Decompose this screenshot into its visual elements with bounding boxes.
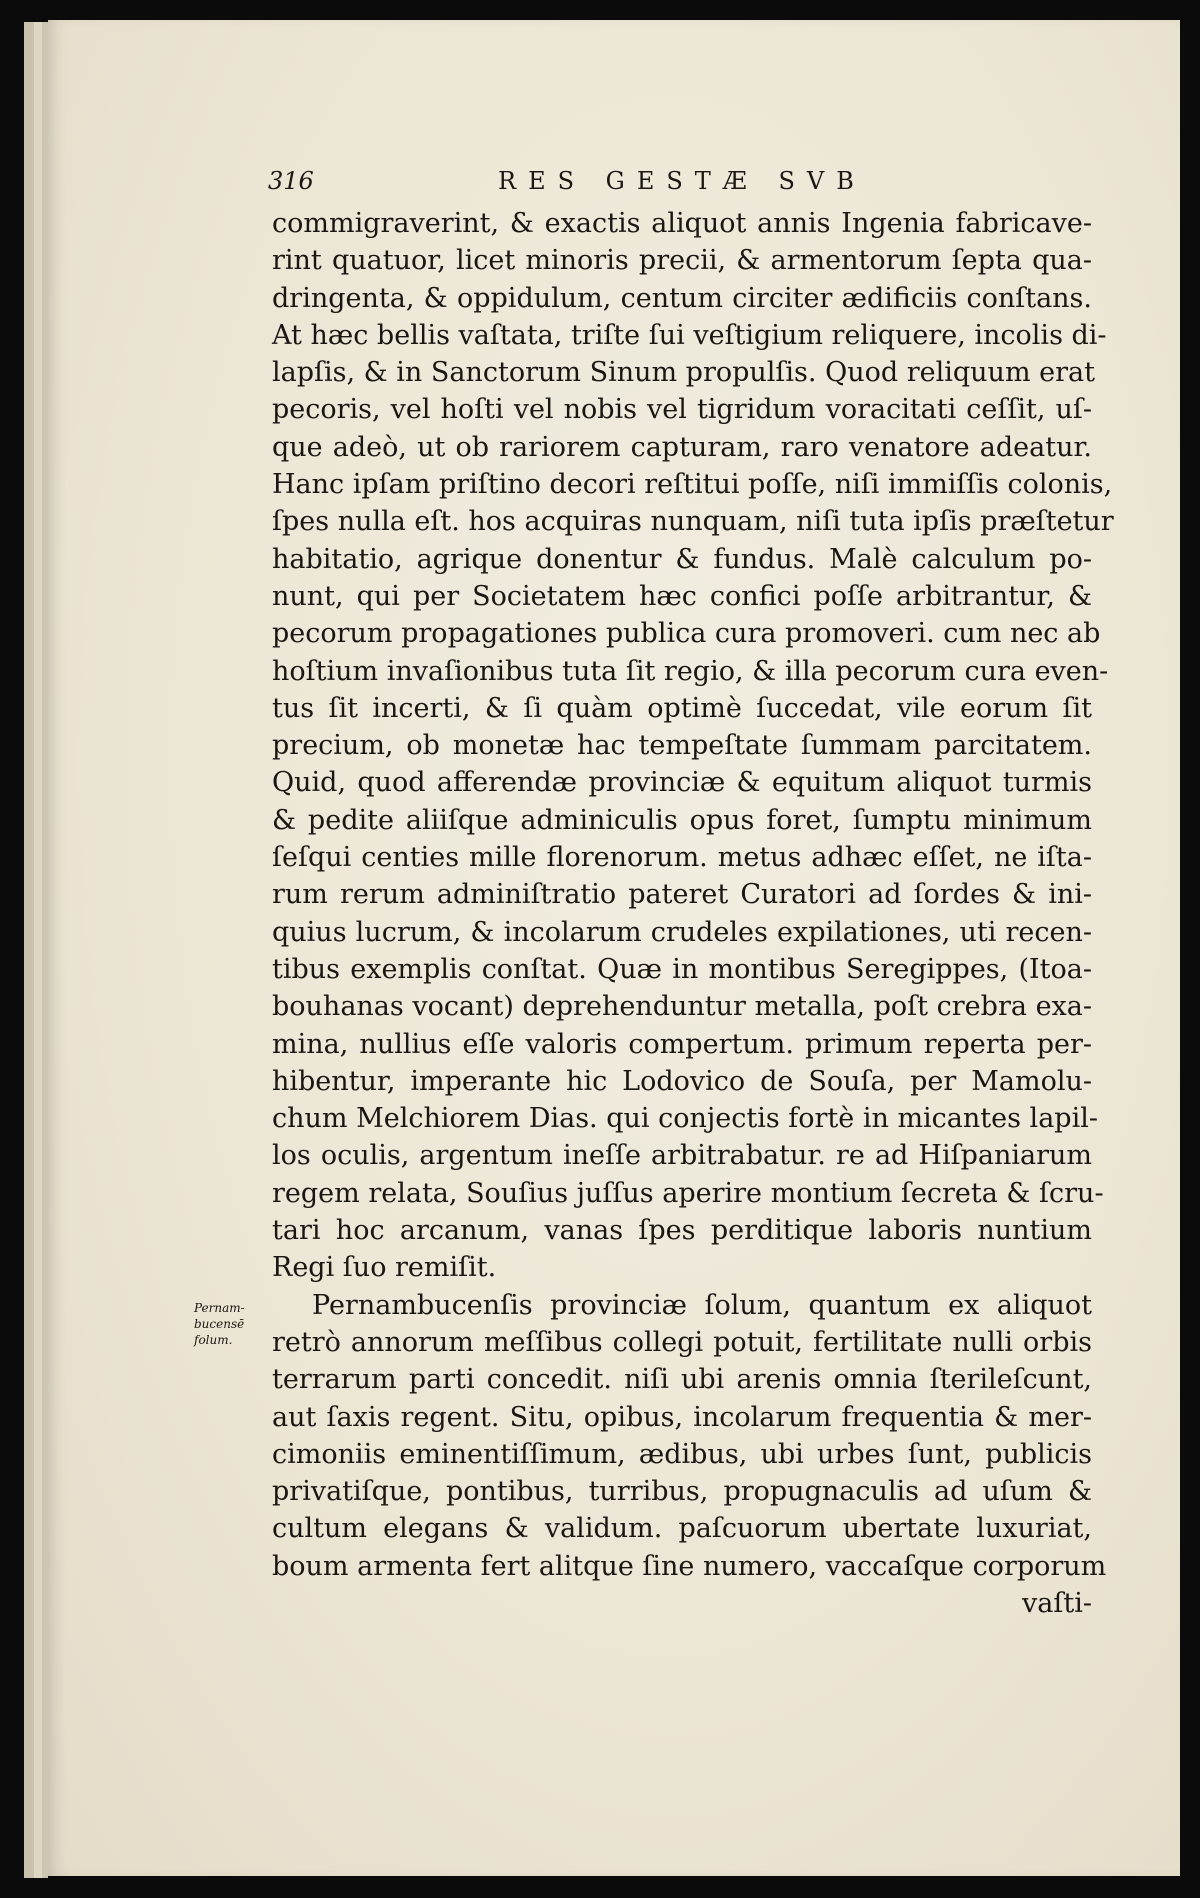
text-line: mina, nullius eſſe valoris compertum. primum reperta per- bbox=[272, 1028, 1092, 1060]
text-line: cultum elegans & validum. paſcuorum ubertate luxuriat, bbox=[272, 1513, 1092, 1545]
marginal-note-line: folum. bbox=[194, 1333, 233, 1347]
text-line: chum Melchiorem Dias. qui conjectis fortè in micantes lapil- bbox=[272, 1103, 1098, 1135]
text-line: cimoniis eminentiſſimum, ædibus, ubi urbes ſunt, publicis bbox=[272, 1438, 1092, 1470]
catchword: vaſti- bbox=[1022, 1587, 1092, 1619]
text-line: retrò annorum meſſibus collegi potuit, fertilitate nulli orbis bbox=[272, 1326, 1092, 1358]
marginal-note-line: bucensē bbox=[194, 1317, 245, 1331]
text-line: Regi ſuo remiſit. bbox=[272, 1252, 497, 1284]
text-line: pecoris, vel hoſti vel nobis vel tigridum voracitati ceſſit, uſ- bbox=[272, 394, 1092, 426]
text-line: habitatio, agrique donentur & fundus. Malè calculum po- bbox=[272, 543, 1092, 575]
text-line: terrarum parti concedit. niſi ubi arenis omnia ſterileſcunt, bbox=[272, 1364, 1092, 1396]
text-line: hoſtium invaſionibus tuta ſit regio, & illa pecorum cura even- bbox=[272, 655, 1109, 687]
text-line: commigraverint, & exactis aliquot annis Ingenia fabricave- bbox=[272, 208, 1092, 239]
text-line: rint quatuor, licet minoris precii, & armentorum ſepta qua- bbox=[272, 245, 1092, 277]
text-line: pecorum propagationes publica cura promoveri. cum nec ab bbox=[272, 618, 1101, 650]
text-line: bouhanas vocant) deprehenduntur metalla, poſt crebra exa- bbox=[272, 991, 1092, 1023]
marginal-note-line: Pernam- bbox=[194, 1301, 245, 1315]
text-line: los oculis, argentum ineſſe arbitrabatur. re ad Hiſpaniarum bbox=[272, 1140, 1092, 1172]
text-line: aut ſaxis regent. Situ, opibus, incolarum frequentia & mer- bbox=[272, 1401, 1092, 1433]
text-line: dringenta, & oppidulum, centum circiter ædificiis conſtans. bbox=[272, 282, 1092, 314]
text-line: rum rerum adminiſtratio pateret Curatori ad ſordes & ini- bbox=[272, 879, 1092, 911]
running-head bbox=[268, 167, 1008, 207]
text-line: Quid, quod afferendæ provinciæ & equitum aliquot turmis bbox=[272, 767, 1092, 799]
text-line: tus ſit incerti, & ſi quàm optimè ſuccedat, vile eorum ſit bbox=[272, 692, 1092, 724]
text-line: nunt, qui per Societatem hæc confici poſſe arbitrantur, & bbox=[272, 580, 1092, 612]
text-line: boum armenta fert alitque ſine numero, vaccaſque corporum bbox=[272, 1550, 1107, 1582]
text-line: Pernambucenſis provinciæ ſolum, quantum ex aliquot bbox=[312, 1289, 1092, 1321]
text-line: quius lucrum, & incolarum crudeles expilationes, uti recen- bbox=[272, 916, 1092, 948]
text-line: At hæc bellis vaſtata, triſte ſui veſtigium reliquere, incolis di- bbox=[272, 319, 1107, 351]
text-line: Hanc ipſam priſtino decori reſtitui poſſe, niſi immiſſis colonis, bbox=[272, 469, 1113, 501]
text-line: regem relata, Souſius juſſus aperire montium ſecreta & ſcru- bbox=[272, 1177, 1104, 1209]
marginal-note bbox=[194, 1300, 264, 1348]
text-line: & pedite aliiſque adminiculis opus foret, ſumptu minimum bbox=[272, 804, 1092, 836]
text-line: ſpes nulla eſt. hos acquiras nunquam, niſi tuta ipſis præſtetur bbox=[272, 506, 1114, 538]
page-edge bbox=[34, 22, 42, 1878]
text-line: que adeò, ut ob rariorem capturam, raro venatore adeatur. bbox=[272, 431, 1092, 463]
page-number: 316 bbox=[268, 167, 314, 195]
text-line: precium, ob monetæ hac tempeſtate ſummam parcitatem. bbox=[272, 730, 1092, 762]
page-edge bbox=[24, 22, 34, 1878]
text-line: privatiſque, pontibus, turribus, propugnaculis ad uſum & bbox=[272, 1476, 1092, 1508]
text-line: hibentur, imperante hic Lodovico de Souſa, per Mamolu- bbox=[272, 1065, 1092, 1097]
text-line: lapſis, & in Sanctorum Sinum propulſis. Quod reliquum erat bbox=[272, 357, 1095, 389]
text-line: tari hoc arcanum, vanas ſpes perditique laboris nuntium bbox=[272, 1215, 1092, 1247]
running-title: RES GESTÆ SVB bbox=[498, 167, 866, 195]
body-text bbox=[272, 205, 1114, 1622]
text-line: tibus exemplis conſtat. Quæ in montibus Seregippes, (Itoa- bbox=[272, 953, 1092, 985]
text-line: ſeſqui centies mille florenorum. metus adhæc eſſet, ne iſta- bbox=[272, 842, 1092, 874]
